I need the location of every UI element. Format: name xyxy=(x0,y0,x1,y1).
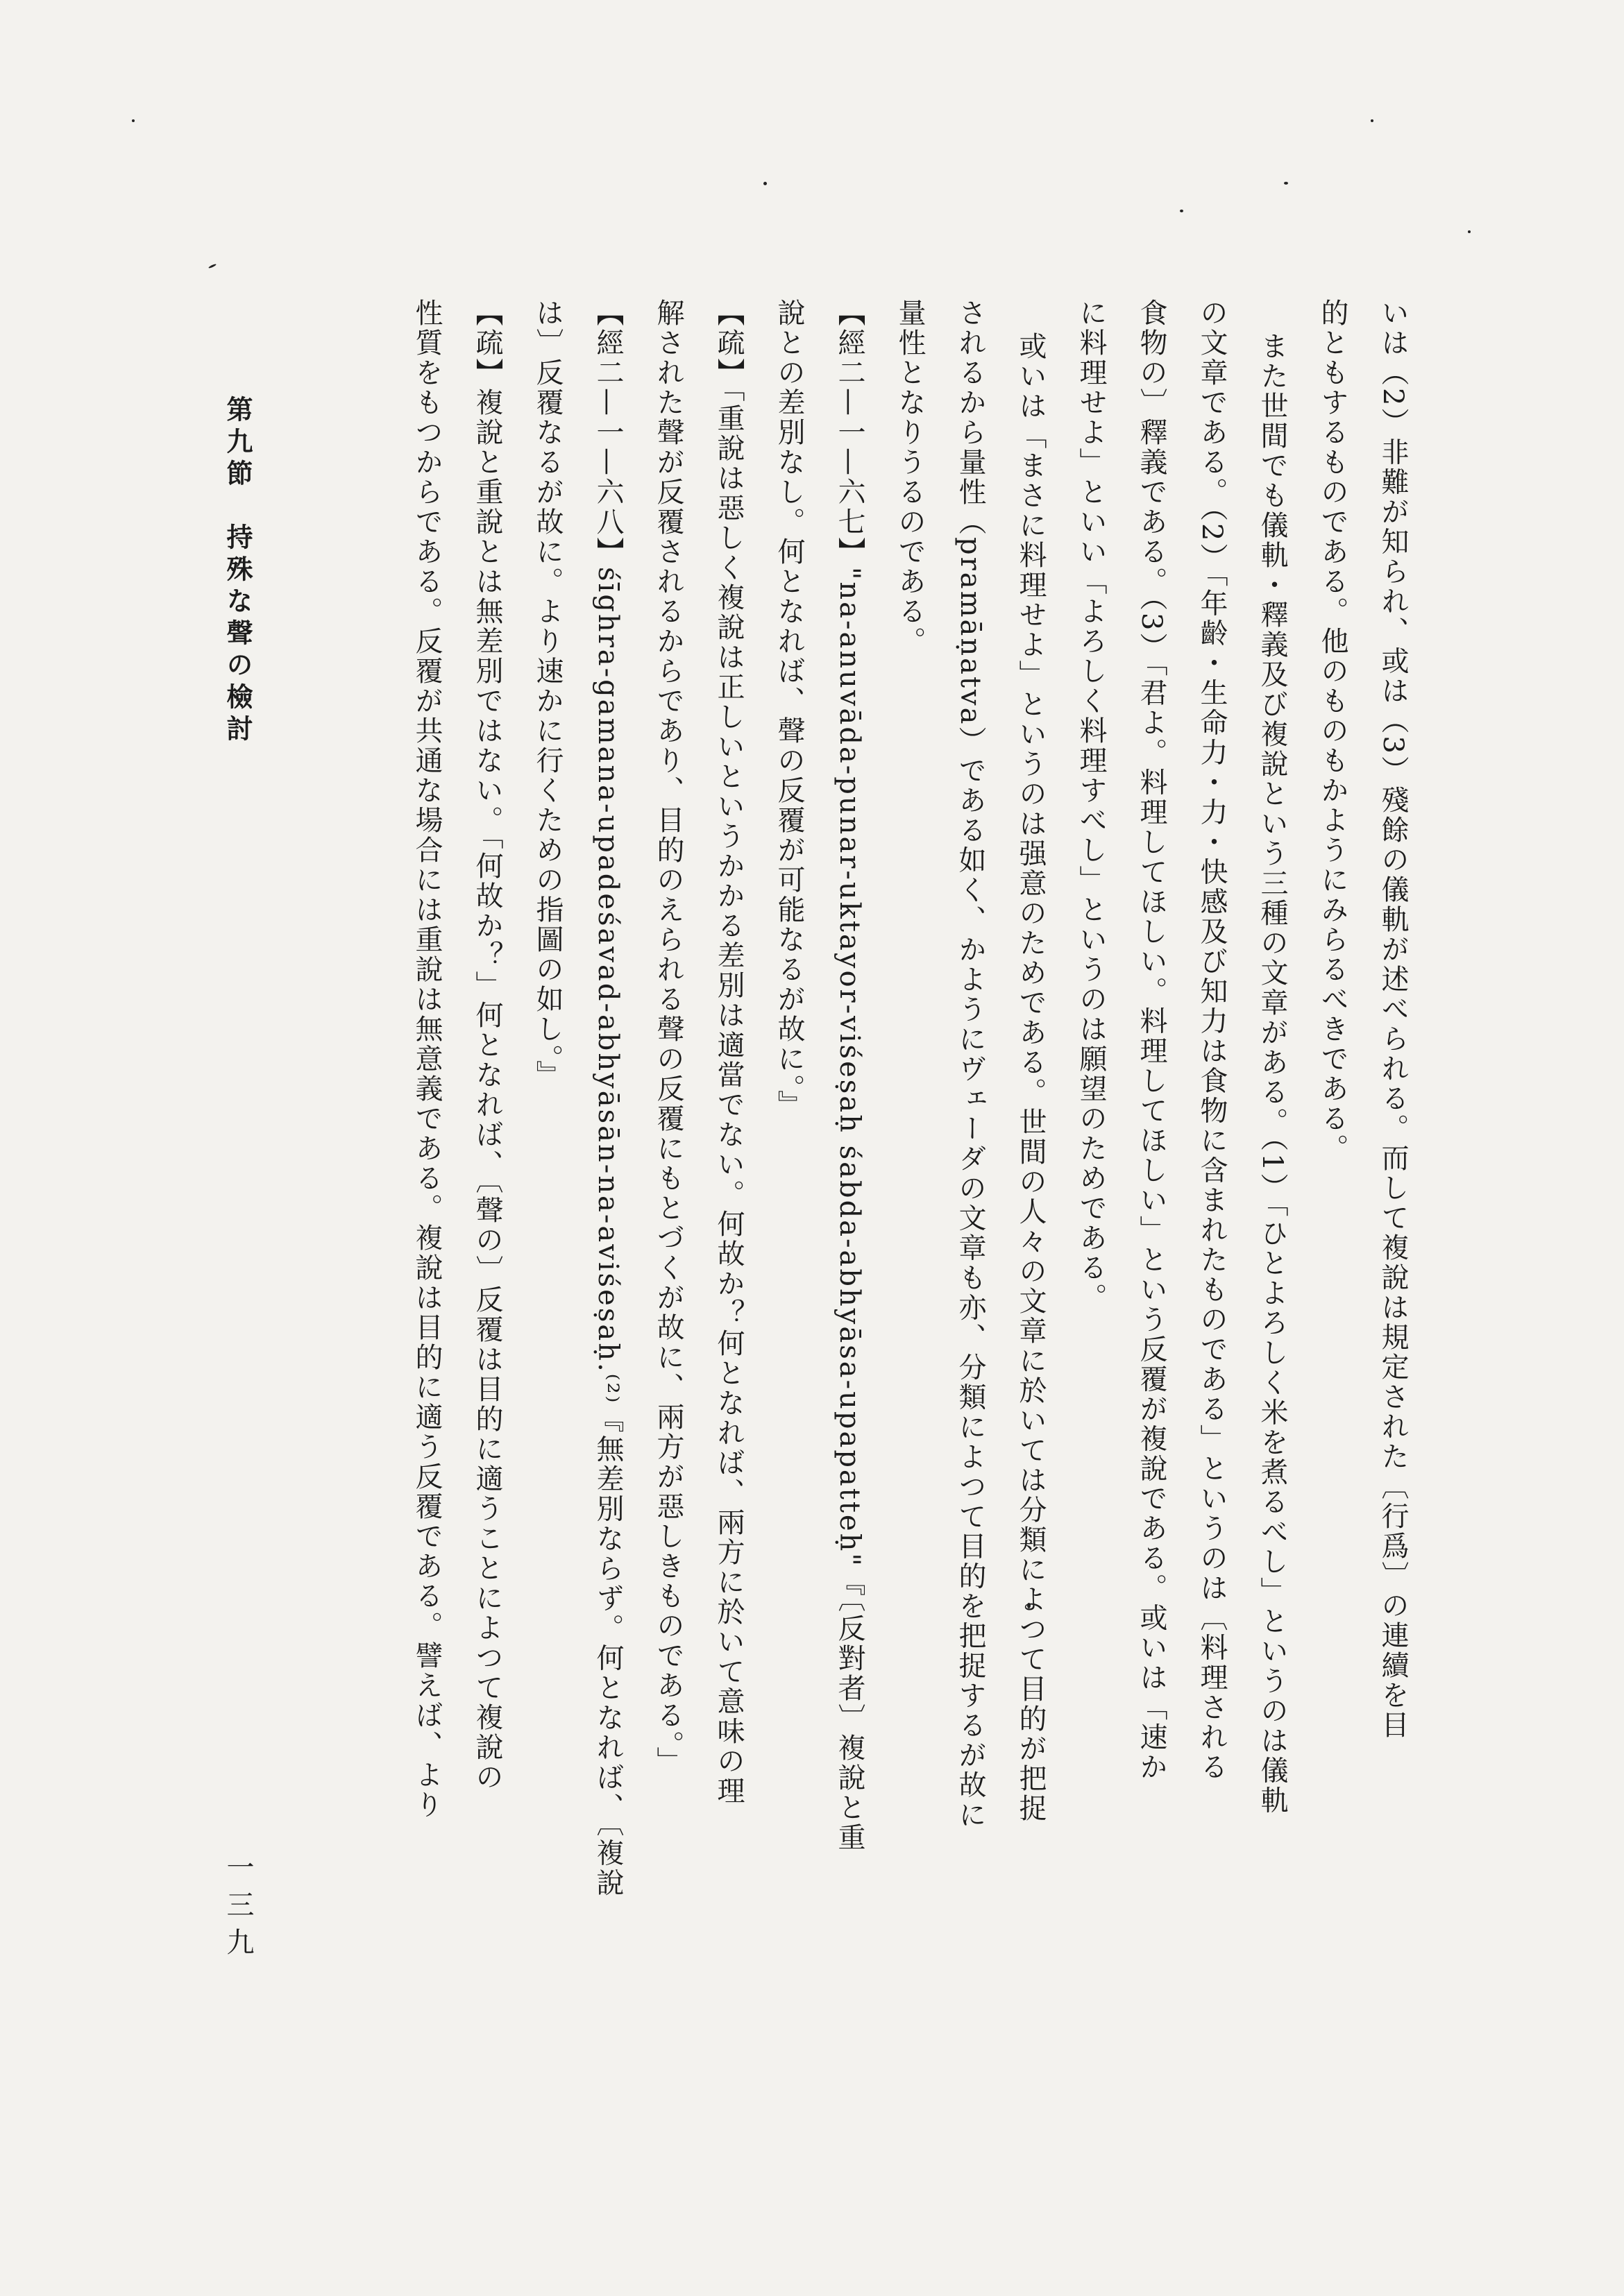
text-line: また世間でも儀軌・釋義及び複說という三種の文章がある。（1）「ひとよろしく米を煮るべし」というのは儀軌 xyxy=(1256,332,1288,1816)
text-line: 的ともするものである。他のものもかようにみらるべきである。 xyxy=(1317,298,1348,1164)
text-line: されるから量性（pramāṇatva）である如く、かようにヴェーダの文章も亦、分類によつて目的を把捉するが故に xyxy=(954,298,986,1830)
ink-speck xyxy=(763,182,767,185)
sutra-line: 【經二—一—六七】"na-anuvāda-punar-uktayor-viśeṣaḥ śabda-abhyāsa-upapatteḥ"『〔反對者〕複說と重 xyxy=(834,298,865,1853)
text-line: 說との差別なし。何となれば、聲の反覆が可能なるが故に。』 xyxy=(773,298,805,1120)
ink-speck xyxy=(208,264,217,269)
body-text xyxy=(104,298,1423,2047)
text-line: 性質をもつからである。反覆が共通な場合には重說は無意義である。複說は目的に適う反覆である。譬えば、より xyxy=(411,298,443,1820)
text-line: の文章である。（2）「年齡・生命力・力・快感及び知力は食物に含まれたものである」というのは〔料理される xyxy=(1196,298,1228,1783)
running-head: 第九節 持殊な聲の檢討 xyxy=(222,396,253,747)
text-line: いは（2）非難が知られ、或は（3）殘餘の儀軌が述べられる。而して複說は規定された〔行爲〕の連續を目 xyxy=(1377,298,1409,1740)
text-line: 解された聲が反覆されるからであり、目的のえられる聲の反覆にもとづくが故に、兩方が惡しきものである。」 xyxy=(652,298,684,1776)
text-line: 量性となりうるのである。 xyxy=(894,298,926,656)
page-number: 一三九 xyxy=(222,1853,254,1965)
commentary-line: 【疏】複說と重說とは無差別ではない。「何故か？」何となれば、〔聲の〕反覆は目的に適うことによつて複說の xyxy=(471,298,503,1792)
text-line: は〕反覆なるが故に。より速かに行くための指圖の如し。』 xyxy=(532,298,564,1090)
sutra-line: 【經二—一—六八】śīghra-gamana-upadeśavad-abhyāsān-na-aviśeṣaḥ.⁽²⁾『無差別ならず。何となれば、〔複說 xyxy=(592,298,624,1898)
ink-speck xyxy=(132,119,135,122)
text-line: 或いは「まさに料理せよ」というのは强意のためである。世間の人々の文章に於いては分類によつて目的が把捉 xyxy=(1015,332,1047,1823)
ink-speck xyxy=(1371,119,1373,122)
commentary-line: 【疏】「重說は惡しく複說は正しいというかかる差別は適當でない。何故か？何となれば、兩方に於いて意味の理 xyxy=(713,298,745,1806)
text-line: に料理せよ」といい「よろしく料理すべし」というのは願望のためである。 xyxy=(1075,298,1107,1313)
text-line: 食物の〕釋義である。（3）「君よ。料理してほしい。料理してほしい」という反覆が複說である。或いは「速か xyxy=(1135,298,1167,1783)
ink-speck xyxy=(1468,230,1471,233)
ink-speck xyxy=(1284,182,1288,185)
ink-speck xyxy=(1180,210,1183,212)
